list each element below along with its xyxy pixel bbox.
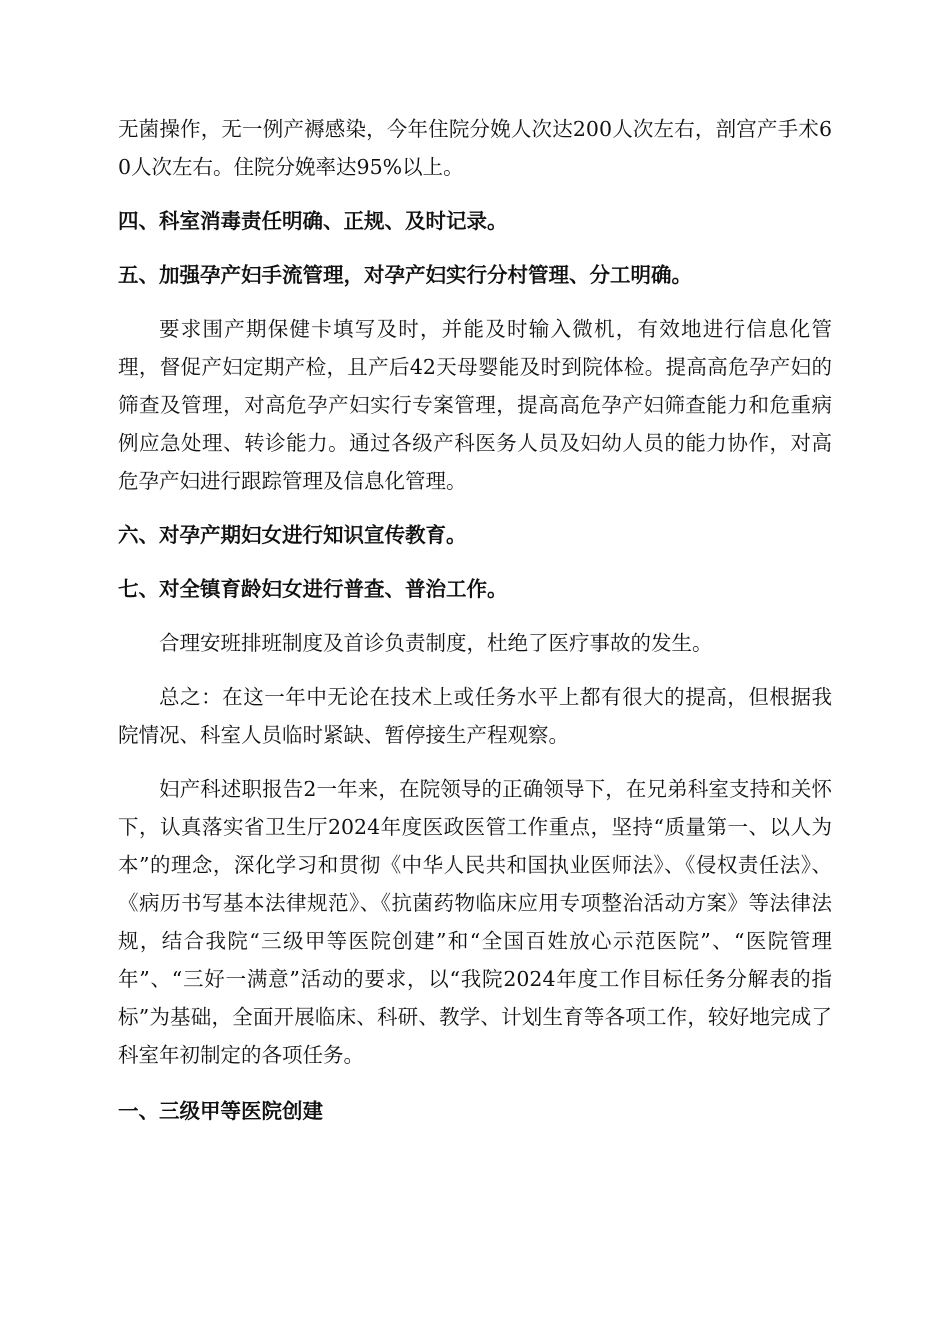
paragraph-maternal-management: 要求围产期保健卡填写及时，并能及时输入微机，有效地进行信息化管理，督促产妇定期产检，且产后42天母婴能及时到院体检。提高高危孕产妇的筛查及管理，对高危孕产妇实行专案管理，提高高危孕产妇筛查能力和危重病例应急处理、转诊能力。通过各级产科医务人员及妇幼人员的能力协作，对高危孕产妇进行跟踪管理及信息化管理。 [118,317,832,493]
heading-section-1: 一、三级甲等医院创建 [118,1099,323,1123]
heading-section-7: 七、对全镇育龄妇女进行普查、普治工作。 [118,577,508,601]
document-page [118,110,832,1130]
heading-section-5: 五、加强孕产妇手流管理，对孕产妇实行分村管理、分工明确。 [118,263,692,287]
paragraph-summary: 总之：在这一年中无论在技术上或任务水平上都有很大的提高，但根据我院情况、科室人员临时紧缺、暂停接生产程观察。 [118,685,832,747]
heading-section-4: 四、科室消毒责任明确、正规、及时记录。 [118,209,508,233]
paragraph-delivery-stats: 无菌操作，无一例产褥感染，今年住院分娩人次达200人次左右，剖宫产手术60人次左右。住院分娩率达95%以上。 [118,117,832,179]
heading-section-6: 六、对孕产期妇女进行知识宣传教育。 [118,523,467,547]
paragraph-report-2: 妇产科述职报告2一年来，在院领导的正确领导下，在兄弟科室支持和关怀下，认真落实省卫生厅2024年度医政医管工作重点，坚持“质量第一、以人为本”的理念，深化学习和贯彻《中华人民共和国执业医师法》、《侵权责任法》、《病历书写基本法律规范》、《抗菌药物临床应用专项整治活动方案》等法律法规，结合我院“三级甲等医院创建”和“全国百姓放心示范医院”、“医院管理年”、“三好一满意”活动的要求，以“我院2024年度工作目标任务分解表的指标”为基础，全面开展临床、科研、教学、计划生育等各项工作，较好地完成了科室年初制定的各项任务。 [118,777,832,1067]
paragraph-shift-system: 合理安班排班制度及首诊负责制度，杜绝了医疗事故的发生。 [159,631,713,655]
